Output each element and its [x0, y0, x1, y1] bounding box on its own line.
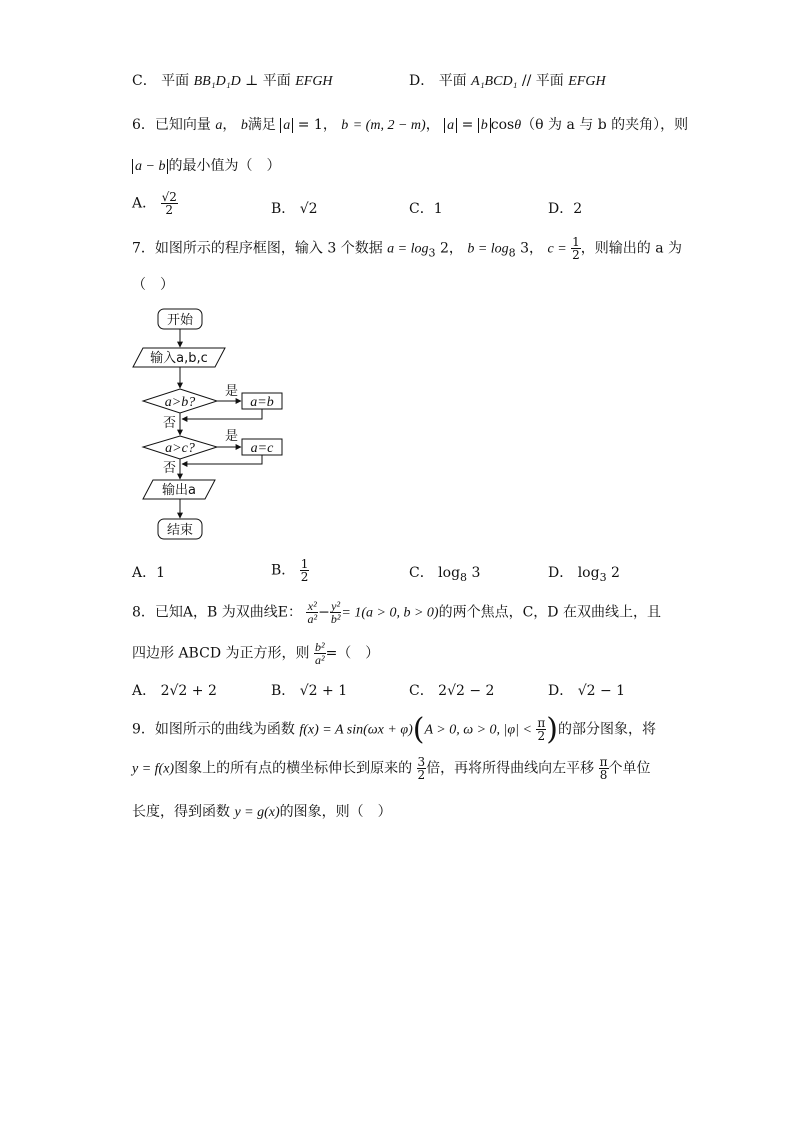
q5-option-d	[409, 70, 606, 90]
program-flowchart	[125, 300, 305, 550]
option-label: B．	[271, 201, 296, 217]
q6-line2	[132, 155, 280, 175]
math-expr: y = g(x)	[234, 805, 280, 820]
option-label: D．	[548, 683, 574, 699]
option-value: √2	[299, 201, 318, 217]
answer-paren: （ ）	[132, 277, 174, 293]
abs-a: a	[280, 118, 293, 133]
no2-label: 否	[163, 461, 177, 476]
abs-a: a	[444, 118, 457, 133]
q6-option-c	[409, 198, 443, 218]
q8-option-d	[548, 680, 625, 700]
option-value: 2√2 + 2	[160, 683, 217, 699]
math-expr: a = log	[387, 241, 429, 257]
q7-option-c: C． $\log_8 3$	[409, 565, 481, 584]
plane-name: EFGH	[295, 74, 333, 89]
yes1-label: 是	[225, 384, 239, 399]
q7-option-d: D． $\log_3 2$	[548, 565, 620, 584]
q7-line1: 7．如图所示的程序框图，输入 3 个数据 $a = \log_3 2$， $b = \log_8 3$， c = $\frac{1}{2}$ ，则输出的 a 为	[132, 235, 682, 262]
q8-line1: 8．已知A，B 为双曲线E： $\frac{\text{x²}}{\text{a²}}$ − $\frac{\text{y²}}{\text{b²}}$ = 1(a > 0, b > 0)的两个焦点，C，D 在双曲线上，且	[132, 599, 661, 626]
math-expr: c =	[547, 241, 567, 257]
output-label: 输出a	[162, 483, 196, 498]
punct: ，	[322, 117, 337, 133]
abs-a-minus-b: a − b	[132, 159, 168, 174]
question-text: E：	[277, 604, 303, 621]
question-text: =（ ）	[325, 645, 380, 662]
option-label: A．	[132, 195, 157, 212]
q6-option-b	[271, 198, 318, 218]
math-expr: A > 0, ω > 0, |φ| <	[424, 722, 532, 738]
plane-name: A₁BCD₁	[471, 74, 518, 89]
option-label: C．	[132, 73, 157, 89]
question-text: 长度，得到函数	[132, 804, 230, 820]
option-label: D．	[548, 565, 574, 581]
option-text: 平面	[438, 73, 467, 89]
q8-option-b	[271, 680, 347, 700]
end-label: 结束	[166, 523, 194, 538]
q8-option-a	[132, 680, 217, 700]
option-label: C．	[409, 565, 434, 581]
q7-option-a	[132, 562, 165, 582]
option-value: 2√2 − 2	[438, 683, 495, 699]
math-expr: = 1(a > 0, b > 0)	[341, 605, 439, 621]
vector-b: b	[240, 118, 248, 133]
punct: ，	[425, 117, 440, 133]
question-text: 的部分图象，将	[558, 721, 656, 738]
question-text: 的图象，则（ ）	[279, 804, 392, 820]
q7-option-b	[271, 558, 309, 583]
question-text: 满足	[247, 117, 276, 133]
fraction: $\frac{1}{2}$	[300, 557, 309, 584]
option-label: D．2	[548, 201, 583, 217]
vector-b: b	[341, 118, 349, 133]
question-text: 个单位	[608, 760, 651, 777]
math-expr: b = log	[467, 241, 509, 257]
abs-b: b	[478, 118, 491, 133]
assign1-label: a=b	[250, 395, 274, 410]
fraction: $\frac{\pi}{2}$	[537, 716, 546, 743]
option-label: A．	[132, 683, 157, 699]
option-label: B．	[271, 683, 296, 699]
fraction: $\frac{\pi}{8}$	[599, 755, 608, 782]
q9-line1: 9．如图所示的曲线为函数 f(x) = A sin(ωx + φ)(A > 0, ω > 0, |φ| < $\frac{\pi}{2}$ )的部分图象，将	[132, 712, 656, 747]
plane-name: BB₁D₁D	[193, 74, 241, 89]
assign2-label: a=c	[250, 441, 274, 456]
math-expr: cos	[490, 117, 515, 133]
math-expr: θ	[514, 118, 522, 133]
fraction: $\frac{\text{x²}}{\text{a²}}$	[307, 599, 318, 626]
perp-symbol: ⊥	[245, 73, 259, 89]
option-value: √2 − 1	[577, 683, 626, 699]
option-label: D．	[409, 73, 435, 89]
option-text: 平面	[262, 73, 291, 89]
punct: ，	[222, 117, 237, 133]
q8-line2	[132, 641, 379, 666]
question-text: 倍，再将所得曲线向左平移	[426, 760, 595, 777]
option-label: C．	[409, 683, 434, 699]
question-text: 的最小值为（ ）	[168, 158, 281, 174]
question-text: （θ 为 a 与 b 的夹角），则	[521, 117, 689, 133]
option-value: √2 + 1	[299, 683, 348, 699]
question-stem: 6．已知向量	[132, 117, 211, 133]
q8-option-c	[409, 680, 494, 700]
option-label: B．	[271, 562, 296, 579]
parallel-symbol: //	[521, 73, 532, 89]
fraction: $\frac{1}{2}$	[572, 235, 580, 262]
fraction: $\frac{√2}{2}$	[161, 190, 177, 217]
math-expr: = 1	[297, 117, 323, 133]
q9-line3	[132, 801, 392, 821]
option-text: 平面	[535, 73, 564, 89]
question-text: 四边形 ABCD 为正方形，则	[132, 645, 310, 662]
option-label: C．1	[409, 201, 443, 217]
question-text: 的两个焦点，C，D 在双曲线上，且	[438, 604, 661, 621]
question-stem: 9．如图所示的曲线为函数	[132, 721, 295, 738]
question-text: ，则输出的 a 为	[580, 240, 682, 257]
question-stem: 7．如图所示的程序框图，输入 3 个数据	[132, 240, 383, 257]
question-stem: 8．已知	[132, 604, 183, 621]
yes2-label: 是	[225, 429, 239, 444]
q6-line1: 6．已知向量 a， b满足 a = 1， b = (m, 2 − m)， a = b cosθ（θ 为 a 与 b 的夹角），则	[132, 117, 689, 133]
condition2-label: a>c?	[165, 441, 195, 456]
fraction: $\frac{\text{y²}}{\text{b²}}$	[330, 599, 341, 626]
q9-line2	[132, 756, 651, 781]
question-text: 图象上的所有点的横坐标伸长到原来的	[174, 760, 413, 777]
question-text: A，B 为双曲线	[182, 604, 278, 621]
option-label: A．1	[132, 565, 166, 581]
condition1-label: a>b?	[164, 395, 196, 410]
fraction: $\frac{3}{2}$	[417, 755, 426, 782]
math-expr: = (m, 2 − m)	[352, 118, 426, 133]
start-label: 开始	[166, 313, 194, 328]
math-expr: y = f(x)	[132, 761, 175, 777]
q5-option-c	[132, 70, 333, 90]
input-label: 输入a,b,c	[150, 351, 208, 366]
fraction: $\frac{\text{b²}}{\text{a²}}$	[314, 640, 325, 667]
no1-label: 否	[163, 416, 177, 431]
option-text: 平面	[161, 73, 190, 89]
plane-name: EFGH	[568, 74, 606, 89]
math-expr: f(x) = A sin(ωx + φ)	[299, 722, 413, 738]
q6-option-d	[548, 198, 582, 218]
vector-a: a	[215, 118, 223, 133]
q6-option-a	[132, 191, 178, 216]
